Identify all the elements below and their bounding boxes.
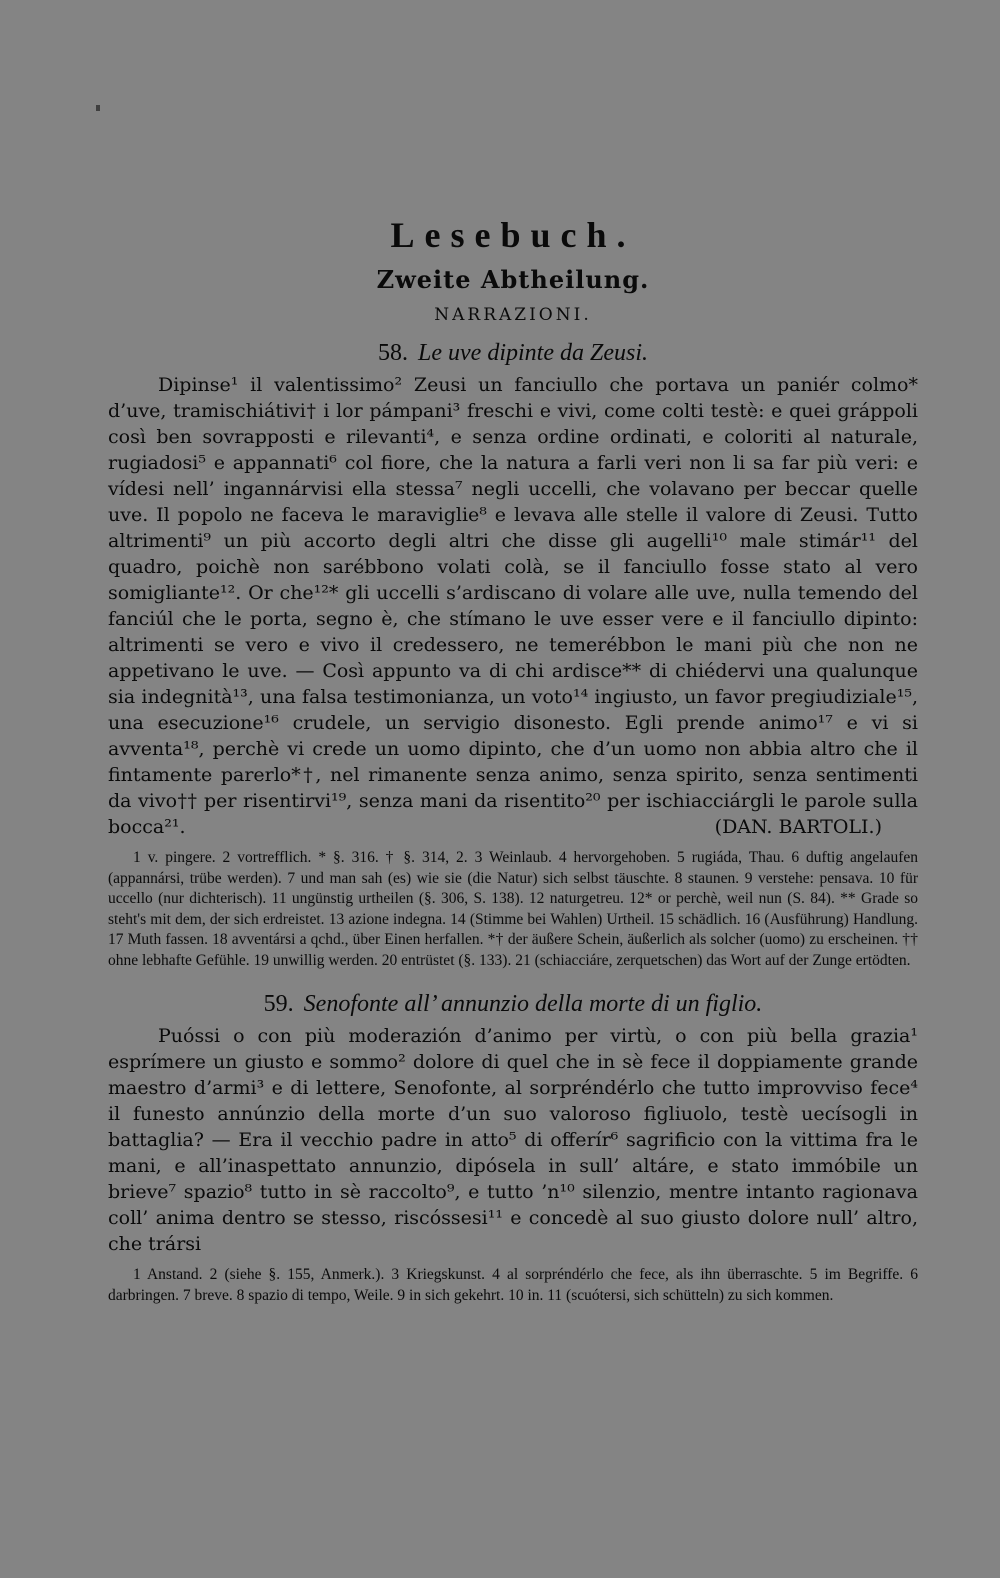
piece-59-footnotes: 1 Anstand. 2 (siehe §. 155, Anmerk.). 3 Kriegskunst. 4 al sorpréndérlo che fece, als ihn überraschte. 5 im Begriffe. 6 darbringen. 7 breve. 8 spazio di tempo, Weile. 9 in sich gekehrt. 10 in. 11 (scuótersi, sich schütteln) zu sich kommen. <box>108 1266 918 1304</box>
piece-59-heading <box>108 989 918 1019</box>
piece-59-body: Puóssi o con più moderazión d’animo per virtù, o con più bella grazia¹ esprímere un giusto e sommo² dolore di quel che in sè fece il doppiamente grande maestro d’armi³ e di lettere, Senofonte, al sorpréndérlo che tutto improvviso fece⁴ il funesto annúnzio della morte d’un suo valoroso figliuolo, testè uecísogli in battaglia? — Era il vecchio padre in atto⁵ di offerír⁶ sagrificio con la vittima fra le mani, e all’inaspettato annunzio, dipósela in sull’ altáre, e stato immóbile un brieve⁷ spazio⁸ tutto in sè raccolto⁹, e tutto ’n¹⁰ silenzio, mentre intanto ragionava coll’ anima dentro se stesso, riscóssesi¹¹ e concedè al suo giusto dolore null’ altro, che trársi <box>108 1025 918 1255</box>
piece-58-number: 58. <box>378 340 409 366</box>
piece-58-heading <box>108 338 918 368</box>
piece-59-number: 59. <box>263 991 294 1017</box>
book-page <box>108 212 918 1324</box>
piece-59-title: Senofonte all’ annunzio della morte di un figlio. <box>303 991 763 1017</box>
piece-58-title: Le uve dipinte da Zeusi. <box>418 340 648 366</box>
piece-58-signature: (DAN. BARTOLI.) <box>714 816 882 838</box>
piece-58-footnotes: 1 v. pingere. 2 vortrefflich. * §. 316. † §. 314, 2. 3 Weinlaub. 4 hervorgehoben. 5 rugiáda, Thau. 6 duftig angelaufen (appannársi, trübe werden). 7 und man sah (es) wie sie (die Natur) sich selbst täuschte. 8 staunen. 9 verstehe: pensava. 10 für uccello (nur dichterisch). 11 ungünstig urtheilen (§. 306, S. 138). 12 naturgetreu. 12* or perchè, weil nun (S. 84). ** Grade so steht's mit dem, der sich erdreistet. 13 azione indegna. 14 (Stimme bei Wahlen) Urtheil. 15 schädlich. 16 (Ausführung) Handlung. 17 Muth fassen. 18 avventársi a qchd., über Einen herfallen. *† der äußere Schein, äußerlich als solcher (uomo) zu erscheinen. †† ohne lebhafte Gefühle. 19 unwillig werden. 20 entrüstet (§. 133). 21 (schiacciáre, zerquetschen) das Wort auf der Zunge ertödten. <box>108 849 918 969</box>
section-heading: NARRAZIONI. <box>434 305 592 325</box>
piece-58-body <box>108 372 918 840</box>
piece-58-text: Dipinse¹ il valentissimo² Zeusi un fanciullo che portava un paniér colmo* d’uve, tramischiátivi† i lor pámpani³ freschi e vivi, come colti testè: e quei gráppoli così ben sovrapposti e rilevanti⁴, e senza ordine ordinati, e coloriti al naturale, rugiadosi⁵ e appannati⁶ col fiore, che la natura a farli veri non li sa far più veri: e vídesi nell’ ingannárvisi ella stessa⁷ negli uccelli, che volavano per beccar quelle uve. Il popolo ne faceva le maraviglie⁸ e levava alle stelle il valore di Zeusi. Tutto altrimenti⁹ un più accorto degli altri che disse gli augelli¹⁰ male stimár¹¹ del quadro, poichè non sarébbono volati colà, se il fanciullo fosse stato al vero somigliante¹². Or che¹²* gli uccelli s’ardiscano di volare alle uve, nulla temendo del fanciúl che le porta, segno è, che stímano le uve esser vere e il fanciullo dipinto: altrimenti se vero e vivo il credessero, ne temerébbon le mani più che non ne appetivano le uve. — Così appunto va di chi ardisce** di chiédervi una qualunque sia indegnità¹³, una falsa testimonianza, un voto¹⁴ ingiusto, un favor pregiudiziale¹⁵, una esecuzione¹⁶ crudele, un servigio disonesto. Egli prende animo¹⁷ e vi si avventa¹⁸, perchè vi crede un uomo dipinto, che d’un uomo non abbia altro che il fintamente parerlo*†, nel rimanente senza animo, senza spirito, senza sentimenti da vivo†† per risentirvi¹⁹, senza mani da risentito²⁰ per ischiacciárgli le parole sulla bocca²¹. <box>108 374 918 838</box>
book-subtitle: Zweite Abtheilung. <box>376 265 650 294</box>
piece-59 <box>108 989 918 1306</box>
piece-58 <box>108 338 918 971</box>
margin-mark <box>96 105 100 111</box>
book-title: Lesebuch. <box>390 215 636 255</box>
